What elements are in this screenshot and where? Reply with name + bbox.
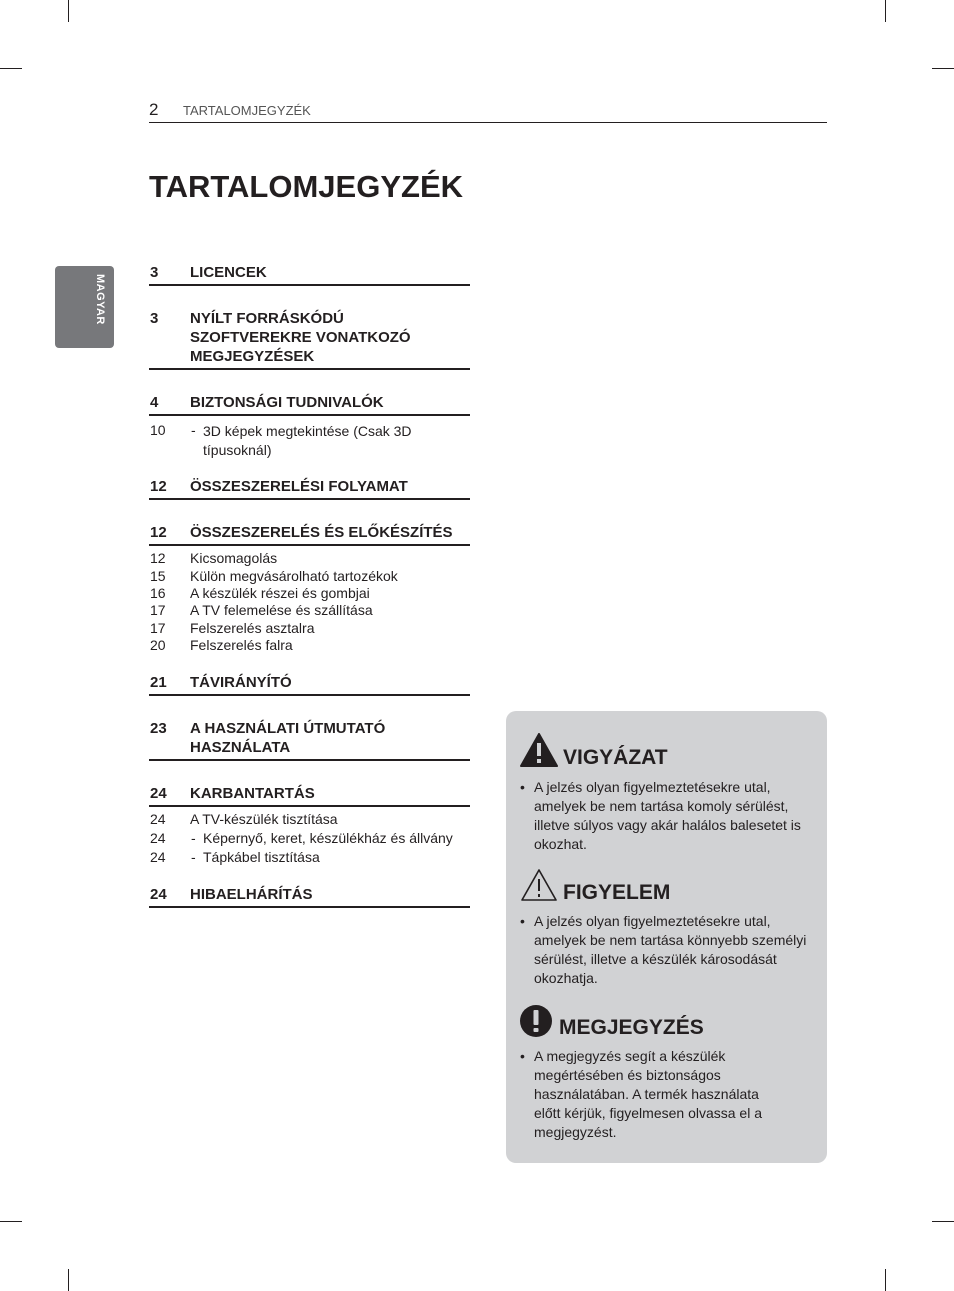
toc-section-title: ÖSSZESZERELÉS ÉS ELŐKÉSZÍTÉS bbox=[190, 524, 453, 541]
toc-section-maintenance[interactable] bbox=[149, 784, 470, 807]
running-header bbox=[149, 100, 827, 123]
toc-subitem[interactable] bbox=[149, 849, 479, 868]
notice-text: A jelzés olyan figyelmeztetésekre utal, amelyek be nem tartása komoly sérülést, illetve súlyos vagy akár halálos balesetet is okozhat. bbox=[534, 779, 801, 852]
language-tab bbox=[55, 266, 114, 348]
toc-subitem[interactable] bbox=[149, 620, 479, 638]
toc-page-number: 15 bbox=[150, 567, 166, 584]
toc-page-number: 10 bbox=[150, 422, 166, 438]
toc-subitem[interactable] bbox=[149, 585, 479, 603]
toc-page-number: 24 bbox=[150, 785, 167, 802]
toc-subitem[interactable] bbox=[149, 550, 479, 568]
toc-subitem-text: A TV felemelése és szállítása bbox=[190, 602, 373, 618]
crop-mark bbox=[68, 1269, 69, 1291]
toc-subitem-text: Képernyő, keret, készülékház és állvány bbox=[203, 830, 453, 846]
toc-subitem-text: Felszerelés asztalra bbox=[190, 620, 315, 636]
toc-subitem[interactable] bbox=[149, 637, 479, 655]
toc-page-number: 12 bbox=[150, 550, 166, 566]
toc-page-number: 24 bbox=[150, 830, 166, 846]
toc-page-number: 3 bbox=[150, 310, 159, 327]
toc-section-licencek[interactable] bbox=[149, 263, 470, 286]
notice-heading: FIGYELEM bbox=[563, 881, 671, 904]
toc-section-troubleshooting[interactable] bbox=[149, 885, 470, 908]
toc-dash: - bbox=[191, 849, 196, 865]
toc-section-title: TÁVIRÁNYÍTÓ bbox=[190, 674, 292, 691]
running-title: TARTALOMJEGYZÉK bbox=[183, 103, 311, 118]
toc-subitem-text: Tápkábel tisztítása bbox=[203, 849, 320, 865]
toc-subitem-text: A TV-készülék tisztítása bbox=[190, 811, 338, 827]
bullet: • bbox=[520, 1048, 525, 1064]
toc-subitem-text: A készülék részei és gombjai bbox=[190, 585, 370, 601]
toc-section-title: NYÍLT FORRÁSKÓDÚ SZOFTVEREKRE VONATKOZÓ MEGJEGYZÉSEK bbox=[190, 310, 411, 365]
crop-mark bbox=[932, 68, 954, 69]
crop-mark bbox=[0, 1221, 22, 1222]
toc-section-title: A HASZNÁLATI ÚTMUTATÓ HASZNÁLATA bbox=[190, 720, 386, 756]
toc-section-title: ÖSSZESZERELÉSI FOLYAMAT bbox=[190, 478, 408, 495]
crop-mark bbox=[885, 1269, 886, 1291]
toc-page-number: 12 bbox=[150, 524, 167, 541]
toc-section-assembly-process[interactable] bbox=[149, 477, 470, 500]
toc-section-safety[interactable] bbox=[149, 393, 470, 416]
crop-mark bbox=[68, 0, 69, 22]
toc-subitem[interactable] bbox=[149, 602, 479, 620]
toc-subitem-text: Külön megvásárolható tartozékok bbox=[190, 567, 398, 584]
crop-mark bbox=[932, 1221, 954, 1222]
toc-page-number: 21 bbox=[150, 674, 167, 691]
toc-page-number: 12 bbox=[150, 478, 167, 495]
toc-section-open-source[interactable] bbox=[149, 309, 470, 370]
toc-section-title: BIZTONSÁGI TUDNIVALÓK bbox=[190, 394, 384, 411]
toc-page-number: 24 bbox=[150, 811, 166, 827]
crop-mark bbox=[0, 68, 22, 69]
toc-subitem[interactable] bbox=[149, 422, 479, 458]
bullet: • bbox=[520, 913, 525, 929]
notice-box bbox=[506, 711, 827, 1163]
notice-text: A megjegyzés segít a készülék megértésében és biztonságos használatában. A termék használata előtt kérjük, figyelmesen olvassa el a megjegyzést. bbox=[534, 1048, 762, 1140]
toc-subitem-text: 3D képek megtekintése (Csak 3D típusoknál) bbox=[203, 423, 412, 458]
page-title: TARTALOMJEGYZÉK bbox=[149, 169, 464, 204]
toc-section-remote[interactable] bbox=[149, 673, 470, 696]
warning-outline-icon bbox=[520, 868, 558, 902]
toc-page-number: 16 bbox=[150, 585, 166, 601]
toc-subitem[interactable] bbox=[149, 568, 479, 586]
toc-section-manual-usage[interactable] bbox=[149, 719, 470, 761]
toc-subitem[interactable] bbox=[149, 811, 479, 830]
note-exclamation-icon bbox=[519, 1004, 553, 1038]
language-tab-label: MAGYAR bbox=[94, 274, 106, 325]
toc-dash: - bbox=[191, 830, 196, 846]
crop-mark bbox=[885, 0, 886, 22]
toc-section-title: LICENCEK bbox=[190, 264, 267, 281]
toc-page-number: 24 bbox=[150, 886, 167, 903]
bullet: • bbox=[520, 779, 525, 795]
toc-subitem-text: Felszerelés falra bbox=[190, 637, 293, 653]
toc-subitem-text: Kicsomagolás bbox=[190, 550, 278, 566]
notice-heading: VIGYÁZAT bbox=[563, 746, 668, 769]
toc-page-number: 3 bbox=[150, 264, 159, 281]
toc-section-title: HIBAELHÁRÍTÁS bbox=[190, 886, 313, 903]
toc-section-title: KARBANTARTÁS bbox=[190, 785, 315, 802]
toc-section-assembly-preparation[interactable] bbox=[149, 523, 470, 546]
warning-filled-icon bbox=[520, 733, 558, 767]
toc-page-number: 17 bbox=[150, 620, 166, 636]
toc-dash: - bbox=[191, 422, 196, 438]
page-number: 2 bbox=[149, 100, 159, 119]
toc-page-number: 4 bbox=[150, 394, 159, 411]
toc-subitem[interactable] bbox=[149, 830, 479, 849]
toc-page-number: 23 bbox=[150, 720, 167, 737]
toc-page-number: 24 bbox=[150, 849, 166, 865]
notice-text: A jelzés olyan figyelmeztetésekre utal, amelyek be nem tartása könnyebb személyi sérülést, illetve a készülék károsodását okozhatja. bbox=[534, 913, 807, 986]
toc-page-number: 20 bbox=[150, 637, 166, 653]
notice-heading: MEGJEGYZÉS bbox=[559, 1016, 704, 1039]
toc-page-number: 17 bbox=[150, 602, 166, 618]
